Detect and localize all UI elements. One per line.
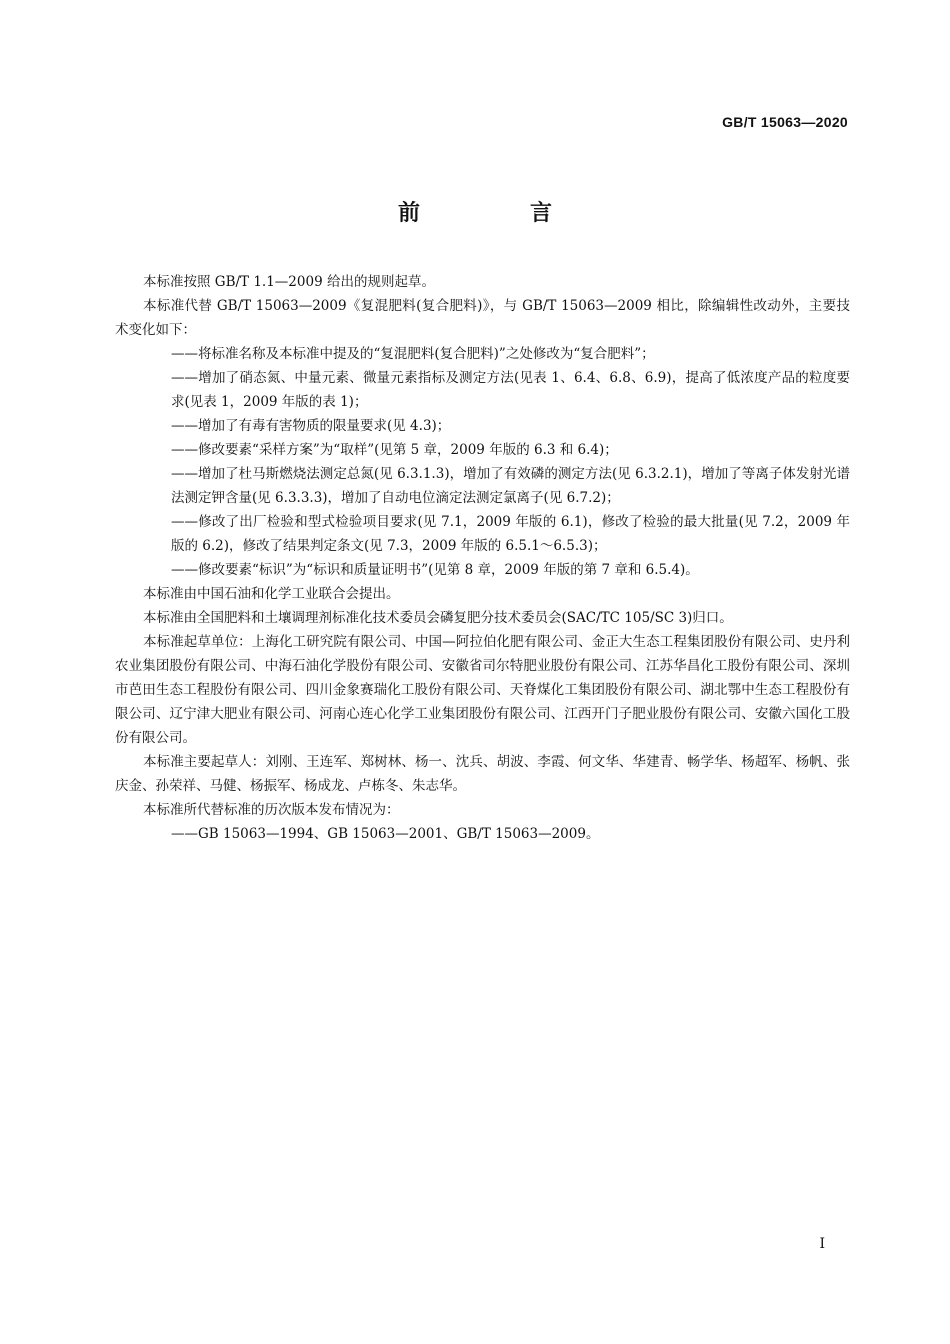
page-title: 前 言 [397, 201, 596, 226]
change-item: ——增加了杜马斯燃烧法测定总氮(见 6.3.1.3)，增加了有效磷的测定方法(见 6.3.2.1)，增加了等离子体发射光谱法测定钾含量(见 6.3.3.3)，增加了自动电位滴定法测定氯离子(见 6.7.2)； [171, 466, 850, 506]
change-item: ——修改了出厂检验和型式检验项目要求(见 7.1，2009 年版的 6.1)，修改了检验的最大批量(见 7.2，2009 年版的 6.2)，修改了结果判定条文(见 7.3，2009 年版的 6.5.1～6.5.3)； [171, 514, 850, 554]
change-item: ——将标准名称及本标准中提及的“复混肥料(复合肥料)”之处修改为“复合肥料”； [171, 346, 655, 362]
paragraph-committee: 本标准由全国肥料和土壤调理剂标准化技术委员会磷复肥分技术委员会(SAC/TC 105/SC 3)归口。 [143, 610, 733, 626]
paragraph-drafting-rules: 本标准按照 GB/T 1.1—2009 给出的规则起草。 [143, 274, 435, 290]
paragraph-replaces: 本标准代替 GB/T 15063—2009《复混肥料(复合肥料)》，与 GB/T 15063—2009 相比，除编辑性改动外，主要技术变化如下： [115, 298, 850, 338]
paragraph-history-intro: 本标准所代替标准的历次版本发布情况为： [143, 802, 400, 818]
paragraph-drafters: 本标准主要起草人：刘刚、王连军、郑树林、杨一、沈兵、胡波、李霞、何文华、华建青、畅学华、杨超军、杨帆、张庆金、孙荣祥、马健、杨振军、杨成龙、卢栋冬、朱志华。 [115, 754, 850, 794]
paragraph-drafting-units: 本标准起草单位：上海化工研究院有限公司、中国—阿拉伯化肥有限公司、金正大生态工程集团股份有限公司、史丹利农业集团股份有限公司、中海石油化学股份有限公司、安徽省司尔特肥业股份有限公司、江苏华昌化工股份有限公司、深圳市芭田生态工程股份有限公司、四川金象赛瑞化工股份有限公司、天脊煤化工集团股份有限公司、湖北鄂中生态工程股份有限公司、辽宁津大肥业有限公司、河南心连心化学工业集团股份有限公司、江西开门子肥业股份有限公司、安徽六国化工股份有限公司。 [115, 634, 850, 746]
change-item: ——修改要素“标识”为“标识和质量证明书”(见第 8 章，2009 年版的第 7 章和 6.5.4)。 [171, 562, 699, 578]
paragraph-proposer: 本标准由中国石油和化学工业联合会提出。 [143, 586, 400, 602]
change-item: ——增加了有毒有害物质的限量要求(见 4.3)； [171, 418, 451, 434]
change-item: ——增加了硝态氮、中量元素、微量元素指标及测定方法(见表 1、6.4、6.8、6.9)，提高了低浓度产品的粒度要求(见表 1，2009 年版的表 1)； [171, 370, 850, 410]
change-item: ——修改要素“采样方案”为“取样”(见第 5 章，2009 年版的 6.3 和 6.4)； [171, 442, 618, 458]
standard-code: GB/T 15063—2020 [722, 114, 848, 130]
history-item: ——GB 15063—1994、GB 15063—2001、GB/T 15063—2009。 [171, 826, 600, 842]
page-number: I [819, 1236, 825, 1252]
document-body [115, 270, 850, 846]
